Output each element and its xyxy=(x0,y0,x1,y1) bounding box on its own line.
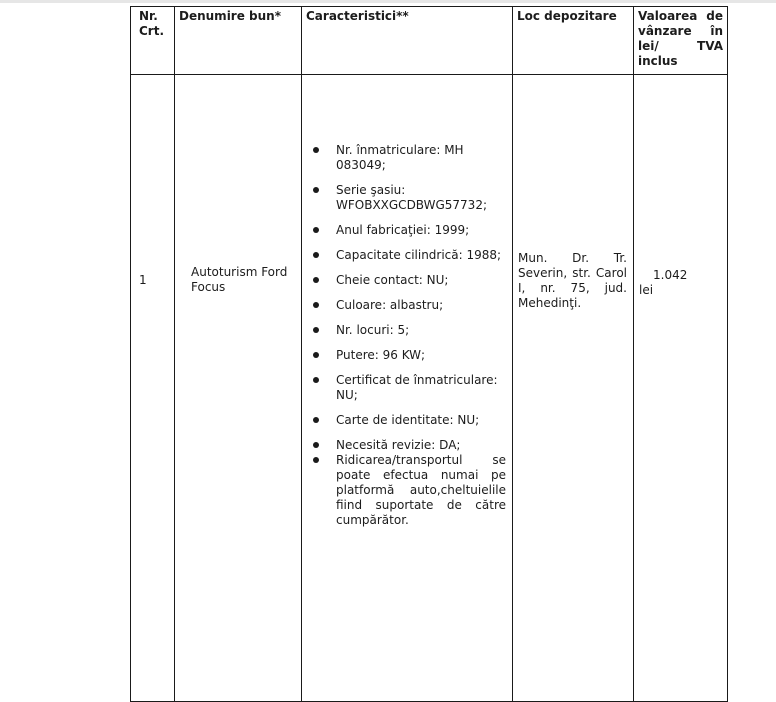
header-valoare: Valoarea de vânzare în lei/ TVA inclus xyxy=(634,7,728,75)
cell-nr: 1 xyxy=(131,75,175,702)
characteristic-item: Serie şasiu: WFOBXXGCDBWG57732; xyxy=(306,183,508,213)
characteristic-item: Certificat de înmatriculare: NU; xyxy=(306,373,508,403)
characteristic-item: Carte de identitate: NU; xyxy=(306,413,508,428)
cell-caracteristici xyxy=(302,75,513,702)
characteristic-item: Nr. înmatriculare: MH 083049; xyxy=(306,143,508,173)
cell-loc-depozitare: Mun. Dr. Tr. Severin, str. Carol I, nr. 75, jud. Mehedinţi. xyxy=(513,75,634,702)
characteristic-item: Ridicarea/transportul se poate efectua numai pe platformă auto,cheltuielile fiind suportate de către cumpărător. xyxy=(306,453,508,528)
characteristic-item: Necesită revizie: DA; xyxy=(306,438,508,453)
characteristic-item: Putere: 96 KW; xyxy=(306,348,508,363)
characteristics-list xyxy=(306,143,508,528)
characteristic-item: Capacitate cilindrică: 1988; xyxy=(306,248,508,263)
table-header-row xyxy=(131,7,728,75)
characteristic-item: Culoare: albastru; xyxy=(306,298,508,313)
characteristic-item: Cheie contact: NU; xyxy=(306,273,508,288)
value-unit: lei xyxy=(639,283,654,297)
characteristic-item: Anul fabricaţiei: 1999; xyxy=(306,223,508,238)
characteristic-item: Nr. locuri: 5; xyxy=(306,323,508,338)
goods-table xyxy=(130,6,728,702)
page-top-strip xyxy=(0,0,776,3)
header-nr-crt: Nr. Crt. xyxy=(131,7,175,75)
header-loc-depozitare: Loc depozitare xyxy=(513,7,634,75)
header-caracteristici: Caracteristici** xyxy=(302,7,513,75)
table-row xyxy=(131,75,728,702)
cell-denumire: Autoturism Ford Focus xyxy=(175,75,302,702)
header-denumire: Denumire bun* xyxy=(175,7,302,75)
value-amount: 1.042 xyxy=(653,268,688,282)
cell-valoare xyxy=(634,75,728,702)
